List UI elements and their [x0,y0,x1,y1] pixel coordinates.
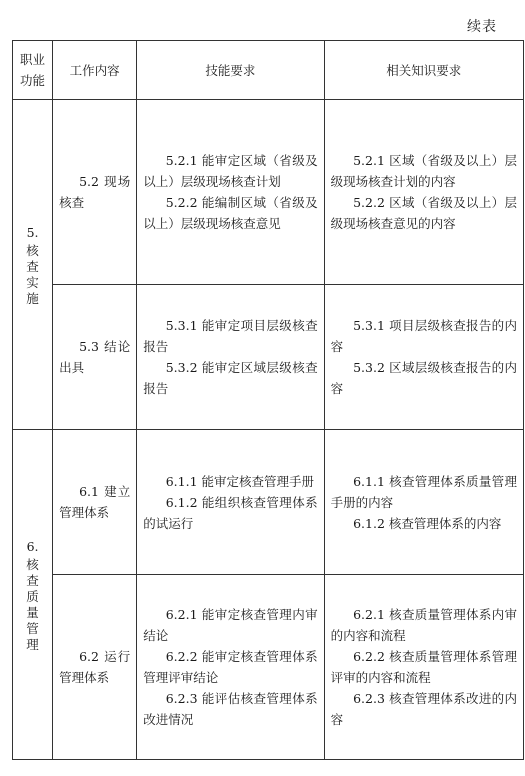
header-work-content: 工作内容 [53,41,137,100]
work-content-text: 5.3 结论出具 [59,339,131,375]
function-char: 量 [26,605,39,620]
function-char: 核 [26,557,39,572]
skill-standard-table [12,40,524,760]
knowledge-item: 5.3.1 项目层级核查报告的内容 [330,318,517,354]
skill-item: 6.2.3 能评估核查管理体系改进情况 [143,691,318,727]
work-content-cell [53,430,137,575]
function-char: 施 [26,291,39,306]
work-content-cell [53,285,137,430]
knowledge-item: 5.2.1 区域（省级及以上）层级现场核查计划的内容 [330,153,517,189]
skill-item: 6.1.2 能组织核查管理体系的试运行 [143,494,318,531]
skill-cell [137,285,324,430]
knowledge-item: 6.2.2 核查质量管理体系管理评审的内容和流程 [330,649,517,685]
knowledge-cell [324,285,523,430]
skill-item: 6.2.1 能审定核查管理内审结论 [143,607,318,643]
function-cell-6 [13,430,53,760]
knowledge-item: 6.1.2 核查管理体系的内容 [353,515,502,531]
knowledge-item: 5.3.2 区域层级核查报告的内容 [330,360,517,396]
work-content-text: 5.2 现场核查 [59,174,131,210]
work-content-cell [53,575,137,760]
knowledge-cell [324,575,523,760]
knowledge-item: 6.2.3 核查管理体系改进的内容 [330,691,517,727]
function-char: 查 [26,259,39,274]
work-content-text: 6.2 运行管理体系 [59,649,131,685]
skill-cell [137,100,324,285]
work-content-text: 6.1 建立管理体系 [59,484,131,520]
table-row [13,430,524,575]
knowledge-cell [324,430,523,575]
skill-item: 5.2.1 能审定区域（省级及以上）层级现场核查计划 [143,153,318,189]
skill-item: 5.3.1 能审定项目层级核查报告 [143,318,318,354]
function-char: 质 [26,589,39,604]
knowledge-cell [324,100,523,285]
function-number: 6. [26,539,39,554]
function-number: 5. [26,225,39,240]
skill-item: 6.2.2 能审定核查管理体系管理评审结论 [143,649,318,685]
function-cell-5 [13,100,53,430]
header-knowledge-requirements: 相关知识要求 [324,41,523,100]
function-char: 理 [26,637,39,652]
table-row [13,100,524,285]
knowledge-item: 6.2.1 核查质量管理体系内审的内容和流程 [330,607,517,643]
continued-label: 续表 [467,19,497,35]
table-row [13,285,524,430]
skill-cell [137,575,324,760]
work-content-cell [53,100,137,285]
header-function-line2: 功能 [20,73,46,88]
function-name-vertical [26,243,40,307]
header-skill-requirements: 技能要求 [137,41,324,100]
table-header-row [13,41,524,100]
knowledge-item: 6.1.1 核查管理体系质量管理手册的内容 [330,473,517,510]
header-function-line1: 职业 [20,52,46,67]
knowledge-item: 5.2.2 区域（省级及以上）层级现场核查意见的内容 [330,195,517,231]
skill-item: 5.3.2 能审定区域层级核查报告 [143,360,318,396]
function-name-vertical [26,557,40,653]
function-char: 管 [26,621,39,636]
table-row [13,575,524,760]
function-char: 实 [26,275,39,290]
header-function [13,41,53,100]
skill-cell [137,430,324,575]
function-char: 查 [26,573,39,588]
function-char: 核 [26,243,39,258]
skill-item: 5.2.2 能编制区域（省级及以上）层级现场核查意见 [143,195,318,231]
skill-item: 6.1.1 能审定核查管理手册 [165,473,315,489]
